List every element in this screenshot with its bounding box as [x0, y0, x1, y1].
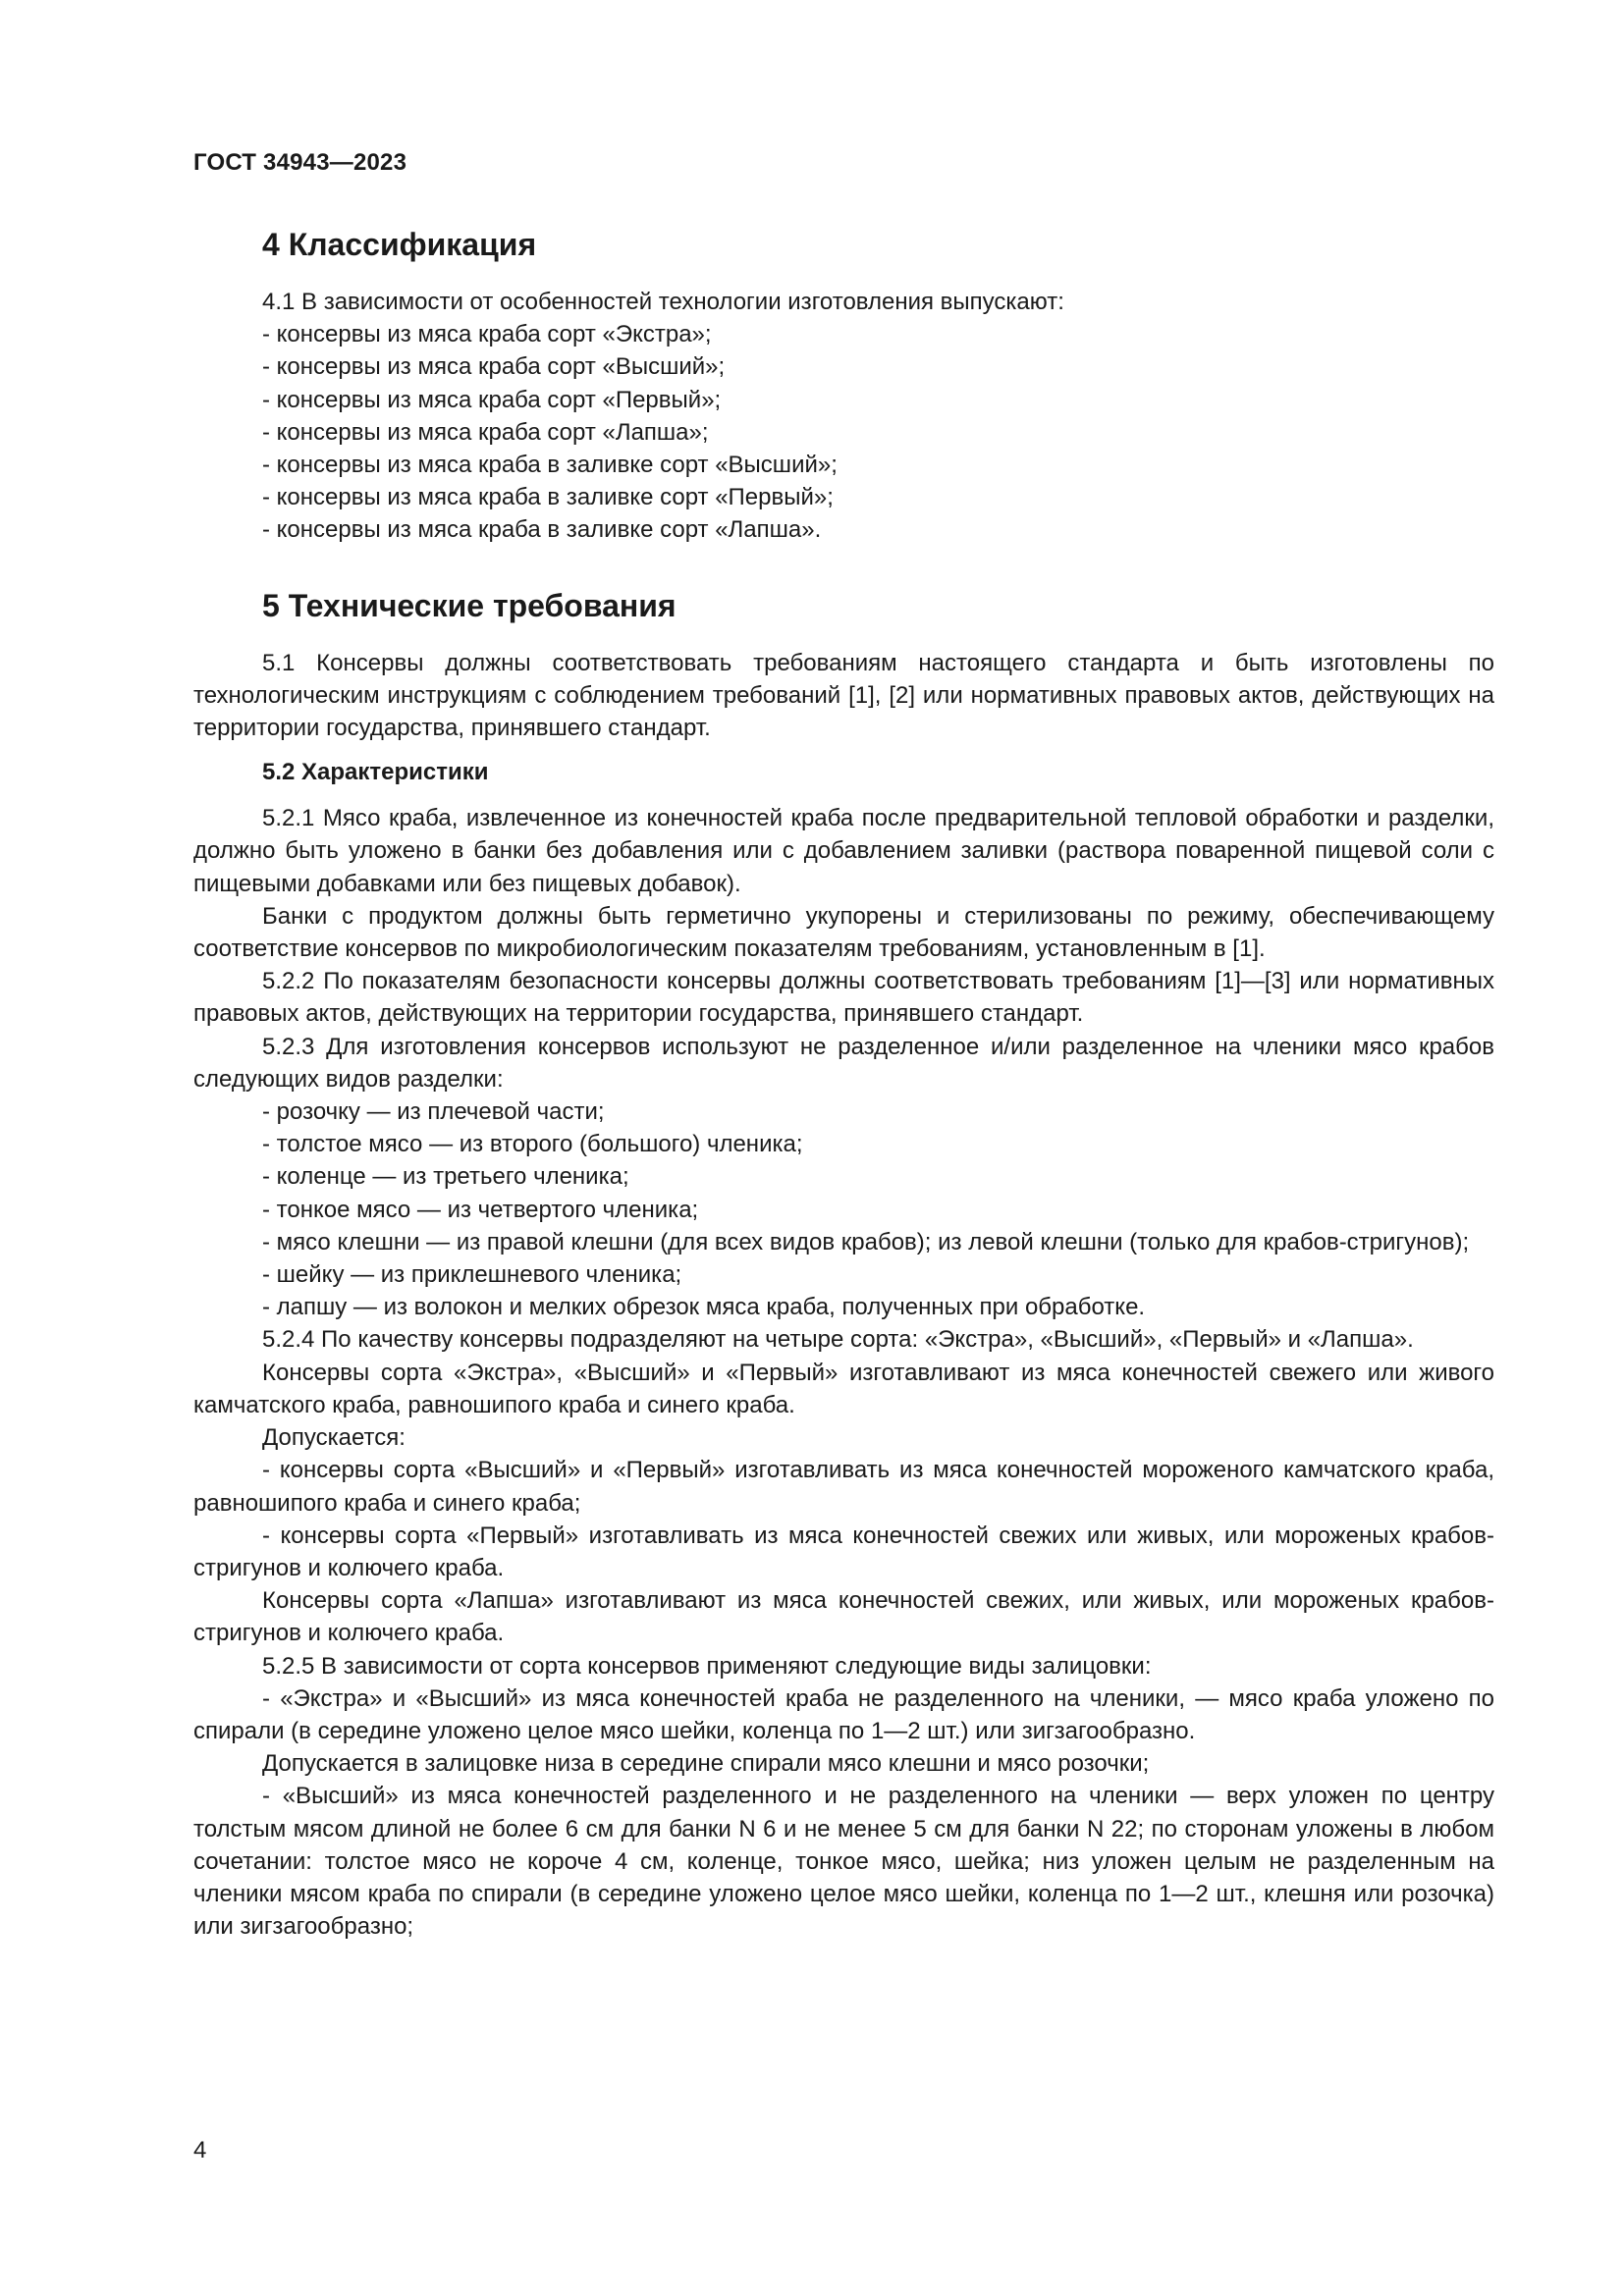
paragraph-5-2-4c: Допускается: — [262, 1424, 406, 1452]
list-item: - консервы из мяса краба сорт «Высший»; — [262, 353, 726, 381]
paragraph-5-2-4e: - консервы сорта «Первый» изготавливать из мяса конечностей свежих или живых, или мороженых крабов-стригунов и колючего краба. — [193, 1522, 1494, 1581]
document-body — [193, 211, 1494, 1943]
paragraph-5-2-5c: - «Высший» из мяса конечностей разделенного и не разделенного на членики — верх уложен по центру толстым мясом длиной не более 6 см для банки N 6 и не менее 5 см для банки N 22; по сторонам уложены в любом сочетании: толстое мясо не короче 4 см, коленце, тонкое мясо, шейка; низ уложен целым не разделенным на членики мясом краба по спирали (в середине уложено целое мясо шейки, коленца по 1—2 шт., клешня или розочка) или зигзагообразно; — [193, 1783, 1494, 1941]
paragraph-5-2-1b: Банки с продуктом должны быть герметично укупорены и стерилизованы по режиму, обеспечивающему соответствие консервов по микробиологическим показателям требованиям, установленным в [1]. — [193, 902, 1494, 963]
paragraph-5-2-4d: - консервы сорта «Высший» и «Первый» изготавливать из мяса конечностей мороженого камчатского краба, равношипого краба и синего краба; — [193, 1457, 1494, 1517]
cut-item: - лапшу — из волокон и мелких обрезок мяса краба, полученных при обработке. — [262, 1294, 1146, 1321]
cut-item: - толстое мясо — из второго (большого) членика; — [262, 1131, 803, 1158]
list-item: - консервы из мяса краба сорт «Экстра»; — [262, 321, 712, 348]
list-item: - консервы из мяса краба сорт «Первый»; — [262, 386, 722, 413]
paragraph-5-2-5a: - «Экстра» и «Высший» из мяса конечностей краба не разделенного на членики, — мясо краба уложено по спирали (в середине уложено целое мясо шейки, коленца по 1—2 шт.) или зигзагообразно. — [193, 1684, 1494, 1744]
section-4-intro: 4.1 В зависимости от особенностей технологии изготовления выпускают: — [262, 289, 1064, 315]
page-number: 4 — [193, 2137, 207, 2163]
paragraph-5-2-3: 5.2.3 Для изготовления консервов используют не разделенное и/или разделенное на членики мясо крабов следующих видов разделки: — [193, 1033, 1494, 1093]
list-item: - консервы из мяса краба в заливке сорт «Высший»; — [262, 452, 838, 479]
list-item: - консервы из мяса краба сорт «Лапша»; — [262, 418, 709, 446]
cut-item: - розочку — из плечевой части; — [262, 1098, 605, 1126]
cut-item: - тонкое мясо — из четвертого членика; — [262, 1196, 699, 1223]
paragraph-5-2-5: 5.2.5 В зависимости от сорта консервов применяют следующие виды залицовки: — [262, 1652, 1152, 1680]
cut-item: - коленце — из третьего членика; — [262, 1163, 629, 1191]
section-4-title: 4 Классификация — [262, 227, 537, 262]
paragraph-5-1: 5.1 Консервы должны соответствовать требованиям настоящего стандарта и быть изготовлены по технологическим инструкциям с соблюдением требований [1], [2] или нормативных правовых актов, действующих на территории государства, принявшего стандарт. — [193, 649, 1494, 742]
paragraph-5-2-4b: Консервы сорта «Экстра», «Высший» и «Первый» изготавливают из мяса конечностей свежего или живого камчатского краба, равношипого краба и синего краба. — [193, 1359, 1494, 1418]
section-5-title: 5 Технические требования — [262, 587, 677, 623]
document-header: ГОСТ 34943—2023 — [193, 149, 407, 176]
list-item: - консервы из мяса краба в заливке сорт «Лапша». — [262, 516, 822, 544]
subsection-5-2-title: 5.2 Характеристики — [262, 759, 489, 786]
paragraph-5-2-5b: Допускается в залицовке низа в середине спирали мясо клешни и мясо розочки; — [262, 1750, 1150, 1778]
paragraph-5-2-1: 5.2.1 Мясо краба, извлеченное из конечностей краба после предварительной тепловой обработки и разделки, должно быть уложено в банки без добавления или с добавлением заливки (раствора поваренной пищевой соли с пищевыми добавками или без пищевых добавок). — [193, 805, 1494, 897]
paragraph-5-2-2: 5.2.2 По показателям безопасности консервы должны соответствовать требованиям [1]—[3] или нормативных правовых актов, действующих на территории государства, принявшего стандарт. — [193, 968, 1494, 1028]
cut-item: - мясо клешни — из правой клешни (для всех видов крабов); из левой клешни (только для крабов-стригунов); — [262, 1228, 1470, 1255]
cut-item: - шейку — из приклешневого членика; — [262, 1261, 682, 1289]
list-item: - консервы из мяса краба в заливке сорт «Первый»; — [262, 484, 834, 511]
paragraph-5-2-4f: Консервы сорта «Лапша» изготавливают из мяса конечностей свежих, или живых, или мороженых крабов-стригунов и колючего краба. — [193, 1587, 1494, 1647]
paragraph-5-2-4: 5.2.4 По качеству консервы подразделяют на четыре сорта: «Экстра», «Высший», «Первый» и «Лапша». — [262, 1326, 1414, 1354]
